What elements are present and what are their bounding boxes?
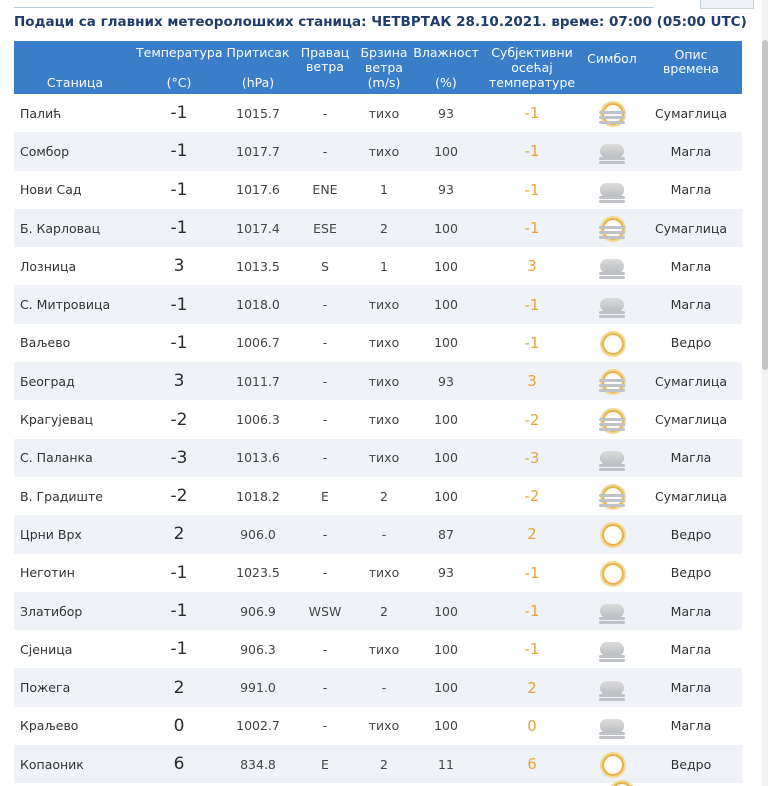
weather-description: Сумаглица <box>640 209 742 247</box>
table-row <box>14 285 742 323</box>
pressure-value: 1017.4 <box>222 209 294 247</box>
wind-speed-value: тихо <box>356 362 412 400</box>
fog-sun-icon <box>599 483 625 509</box>
pressure-value: 1013.6 <box>222 439 294 477</box>
wind-speed-value: тихо <box>356 94 412 132</box>
sun-icon <box>599 330 625 356</box>
humidity-value: 100 <box>412 707 480 745</box>
sun-icon <box>599 560 625 586</box>
wind-direction-value: - <box>294 630 356 668</box>
feels-like-value: -1 <box>480 554 584 592</box>
wind-speed-value: тихо <box>356 400 412 438</box>
weather-symbol <box>584 171 640 209</box>
header-wind-direction: Правац ветра <box>294 41 356 94</box>
feels-like-value: -1 <box>480 209 584 247</box>
wind-speed-value: тихо <box>356 285 412 323</box>
wind-direction-value: - <box>294 707 356 745</box>
table-row <box>14 477 742 515</box>
wind-direction-value: - <box>294 515 356 553</box>
humidity-value: 93 <box>412 94 480 132</box>
humidity-value: 100 <box>412 324 480 362</box>
humidity-value: 100 <box>412 132 480 170</box>
pressure-value: 1006.3 <box>222 400 294 438</box>
pressure-value: 1015.7 <box>222 94 294 132</box>
wind-speed-value: тихо <box>356 324 412 362</box>
weather-description: Ведро <box>640 745 742 783</box>
header-pressure: Притисак (hPa) <box>222 41 294 94</box>
wind-speed-value: 2 <box>356 592 412 630</box>
header-feels-like: Субјективни осећај температуре <box>480 41 584 94</box>
table-row <box>14 592 742 630</box>
weather-symbol <box>584 745 640 783</box>
pressure-value: 906.9 <box>222 592 294 630</box>
wind-speed-value: 1 <box>356 171 412 209</box>
feels-like-value: -1 <box>480 94 584 132</box>
fog-sun-icon <box>599 368 625 394</box>
temperature-value: -1 <box>136 630 222 668</box>
wind-direction-value: - <box>294 324 356 362</box>
fog-icon <box>599 636 625 662</box>
table-row <box>14 707 742 745</box>
wind-speed-value: 2 <box>356 745 412 783</box>
humidity-value: 100 <box>412 668 480 706</box>
header-description: Опис времена <box>640 41 742 94</box>
weather-symbol <box>584 94 640 132</box>
wind-speed-value: 2 <box>356 209 412 247</box>
humidity-value: 100 <box>412 477 480 515</box>
fog-sun-icon <box>599 407 625 433</box>
wind-direction-value: - <box>294 439 356 477</box>
station-name: Палић <box>14 94 136 132</box>
sun-icon <box>599 751 625 777</box>
temperature-value: 3 <box>136 362 222 400</box>
fog-icon <box>599 675 625 701</box>
temperature-value: -1 <box>136 132 222 170</box>
sun-icon <box>599 521 625 547</box>
fog-icon <box>599 445 625 471</box>
temperature-value: -3 <box>136 439 222 477</box>
page-title: Подаци са главних метеоролошких станица: ЧЕТВРТАК 28.10.2021. време: 07:00 (05:00 UTC) <box>14 14 747 30</box>
feels-like-value: 6 <box>480 745 584 783</box>
weather-description: Сумаглица <box>640 400 742 438</box>
weather-symbol <box>584 515 640 553</box>
fog-sun-icon <box>599 215 625 241</box>
pressure-value: 906.3 <box>222 630 294 668</box>
wind-direction-value: - <box>294 554 356 592</box>
table-header-row <box>14 41 742 94</box>
weather-symbol <box>584 707 640 745</box>
pressure-value: 991.0 <box>222 668 294 706</box>
weather-symbol <box>584 132 640 170</box>
fog-icon <box>599 713 625 739</box>
top-tab-button[interactable] <box>700 0 754 9</box>
humidity-value: 100 <box>412 630 480 668</box>
weather-symbol <box>584 477 640 515</box>
wind-direction-value: ESE <box>294 209 356 247</box>
table-row <box>14 439 742 477</box>
wind-speed-value: тихо <box>356 132 412 170</box>
temperature-value: 0 <box>136 707 222 745</box>
weather-description: Магла <box>640 630 742 668</box>
feels-like-value: -2 <box>480 477 584 515</box>
pressure-value: 1002.7 <box>222 707 294 745</box>
humidity-value: 93 <box>412 362 480 400</box>
feels-like-value: -2 <box>480 400 584 438</box>
station-name: В. Градиште <box>14 477 136 515</box>
table-row <box>14 554 742 592</box>
weather-description: Сумаглица <box>640 477 742 515</box>
station-name: Копаоник <box>14 745 136 783</box>
pressure-value: 834.8 <box>222 745 294 783</box>
scrollbar-thumb[interactable] <box>762 40 768 370</box>
pressure-value: 1013.5 <box>222 247 294 285</box>
wind-direction-value: - <box>294 132 356 170</box>
temperature-value: -1 <box>136 94 222 132</box>
feels-like-value: 3 <box>480 362 584 400</box>
feels-like-value: 2 <box>480 668 584 706</box>
wind-speed-value: тихо <box>356 439 412 477</box>
wind-direction-value: - <box>294 400 356 438</box>
table-row <box>14 94 742 132</box>
header-temperature: Температура (°C) <box>136 41 222 94</box>
humidity-value: 100 <box>412 400 480 438</box>
station-name: Краљево <box>14 707 136 745</box>
pressure-value: 1018.2 <box>222 477 294 515</box>
temperature-value: -1 <box>136 592 222 630</box>
humidity-value: 87 <box>412 515 480 553</box>
weather-symbol <box>584 324 640 362</box>
weather-symbol <box>584 592 640 630</box>
weather-description: Магла <box>640 707 742 745</box>
pressure-value: 1017.6 <box>222 171 294 209</box>
table-row <box>14 209 742 247</box>
pressure-value: 1006.7 <box>222 324 294 362</box>
table-row <box>14 247 742 285</box>
feels-like-value: -3 <box>480 439 584 477</box>
temperature-value: -1 <box>136 209 222 247</box>
wind-speed-value: - <box>356 668 412 706</box>
partial-sun-icon <box>608 779 634 786</box>
pressure-value: 1023.5 <box>222 554 294 592</box>
weather-description: Магла <box>640 668 742 706</box>
wind-direction-value: E <box>294 477 356 515</box>
station-name: Нови Сад <box>14 171 136 209</box>
humidity-value: 100 <box>412 247 480 285</box>
station-name: Сјеница <box>14 630 136 668</box>
fog-icon <box>599 177 625 203</box>
header-wind-speed: Брзина ветра (m/s) <box>356 41 412 94</box>
weather-symbol <box>584 668 640 706</box>
station-name: Златибор <box>14 592 136 630</box>
wind-direction-value: E <box>294 745 356 783</box>
weather-description: Магла <box>640 132 742 170</box>
weather-symbol <box>584 630 640 668</box>
weather-symbol <box>584 400 640 438</box>
station-name: Неготин <box>14 554 136 592</box>
header-humidity: Влажност (%) <box>412 41 480 94</box>
wind-direction-value: - <box>294 362 356 400</box>
station-name: С. Паланка <box>14 439 136 477</box>
temperature-value: -2 <box>136 477 222 515</box>
fog-icon <box>599 138 625 164</box>
station-name: Црни Врх <box>14 515 136 553</box>
temperature-value: 2 <box>136 515 222 553</box>
table-row <box>14 400 742 438</box>
weather-description: Ведро <box>640 554 742 592</box>
table-row <box>14 515 742 553</box>
fog-sun-icon <box>599 100 625 126</box>
temperature-value: -1 <box>136 554 222 592</box>
feels-like-value: -1 <box>480 324 584 362</box>
weather-symbol <box>584 554 640 592</box>
weather-symbol <box>584 247 640 285</box>
pressure-value: 1018.0 <box>222 285 294 323</box>
weather-description: Магла <box>640 439 742 477</box>
temperature-value: -1 <box>136 285 222 323</box>
temperature-value: 6 <box>136 745 222 783</box>
table-row <box>14 362 742 400</box>
humidity-value: 93 <box>412 171 480 209</box>
humidity-value: 100 <box>412 439 480 477</box>
weather-description: Магла <box>640 285 742 323</box>
table-row <box>14 132 742 170</box>
humidity-value: 100 <box>412 209 480 247</box>
station-name: Лозница <box>14 247 136 285</box>
weather-symbol <box>584 285 640 323</box>
wind-direction-value: - <box>294 285 356 323</box>
wind-direction-value: ENE <box>294 171 356 209</box>
humidity-value: 100 <box>412 285 480 323</box>
feels-like-value: -1 <box>480 132 584 170</box>
temperature-value: 3 <box>136 247 222 285</box>
header-symbol: Симбол <box>584 41 640 94</box>
feels-like-value: -1 <box>480 171 584 209</box>
wind-speed-value: тихо <box>356 630 412 668</box>
weather-table <box>14 41 742 783</box>
station-name: Ваљево <box>14 324 136 362</box>
weather-description: Магла <box>640 171 742 209</box>
weather-symbol <box>584 439 640 477</box>
station-name: Крагујевац <box>14 400 136 438</box>
fog-icon <box>599 253 625 279</box>
feels-like-value: -1 <box>480 592 584 630</box>
feels-like-value: -1 <box>480 630 584 668</box>
wind-direction-value: - <box>294 668 356 706</box>
wind-speed-value: 1 <box>356 247 412 285</box>
weather-description: Сумаглица <box>640 362 742 400</box>
pressure-value: 1011.7 <box>222 362 294 400</box>
table-row <box>14 324 742 362</box>
humidity-value: 93 <box>412 554 480 592</box>
temperature-value: -1 <box>136 171 222 209</box>
weather-symbol <box>584 362 640 400</box>
wind-direction-value: S <box>294 247 356 285</box>
wind-speed-value: - <box>356 515 412 553</box>
weather-description: Магла <box>640 592 742 630</box>
pressure-value: 1017.7 <box>222 132 294 170</box>
weather-description: Ведро <box>640 515 742 553</box>
fog-icon <box>599 598 625 624</box>
wind-direction-value: - <box>294 94 356 132</box>
station-name: С. Митровица <box>14 285 136 323</box>
table-row <box>14 171 742 209</box>
humidity-value: 100 <box>412 592 480 630</box>
table-row <box>14 745 742 783</box>
weather-description: Сумаглица <box>640 94 742 132</box>
weather-symbol <box>584 209 640 247</box>
table-row <box>14 668 742 706</box>
wind-direction-value: WSW <box>294 592 356 630</box>
humidity-value: 11 <box>412 745 480 783</box>
table-row <box>14 630 742 668</box>
station-name: Пожега <box>14 668 136 706</box>
station-name: Б. Карловац <box>14 209 136 247</box>
station-name: Београд <box>14 362 136 400</box>
pressure-value: 906.0 <box>222 515 294 553</box>
wind-speed-value: тихо <box>356 554 412 592</box>
feels-like-value: 2 <box>480 515 584 553</box>
feels-like-value: 0 <box>480 707 584 745</box>
temperature-value: -2 <box>136 400 222 438</box>
header-station: Станица <box>14 41 136 94</box>
temperature-value: 2 <box>136 668 222 706</box>
top-divider <box>14 7 654 8</box>
weather-description: Ведро <box>640 324 742 362</box>
wind-speed-value: тихо <box>356 707 412 745</box>
feels-like-value: 3 <box>480 247 584 285</box>
temperature-value: -1 <box>136 324 222 362</box>
wind-speed-value: 2 <box>356 477 412 515</box>
feels-like-value: -1 <box>480 285 584 323</box>
weather-description: Магла <box>640 247 742 285</box>
station-name: Сомбор <box>14 132 136 170</box>
fog-icon <box>599 292 625 318</box>
